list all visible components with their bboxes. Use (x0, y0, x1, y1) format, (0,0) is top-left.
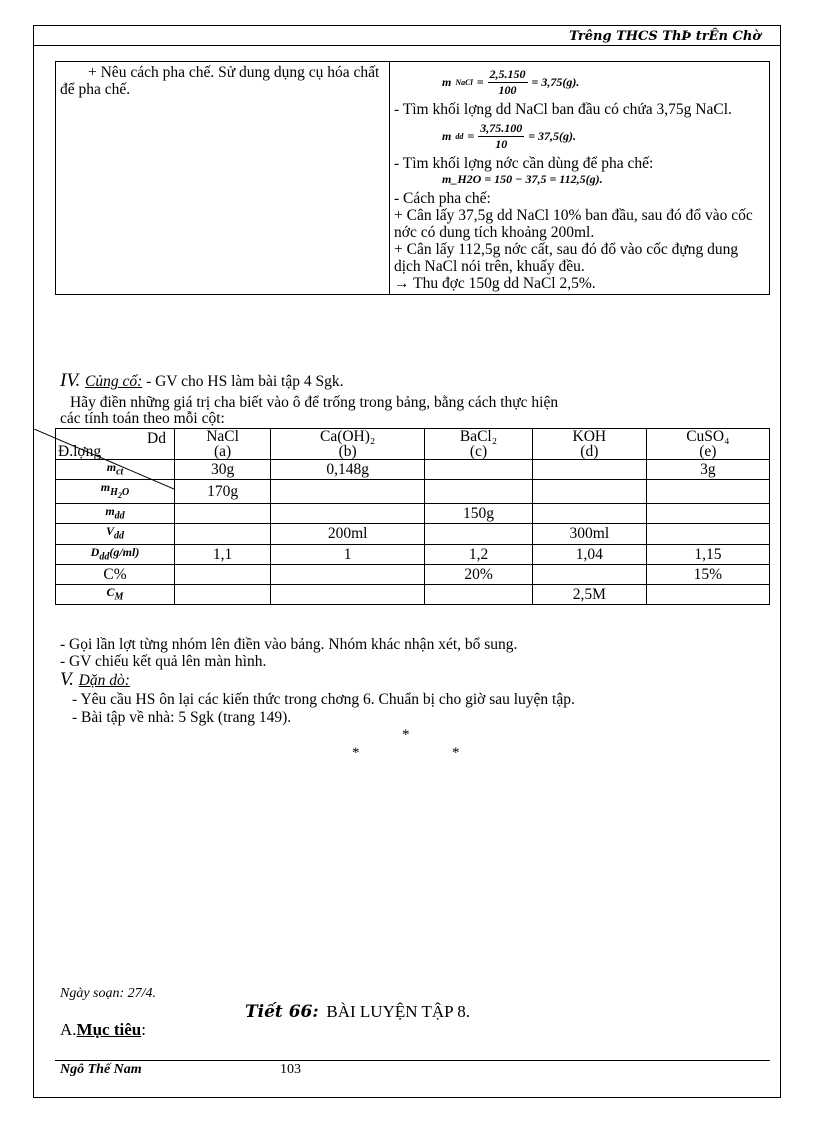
step-method-b: + Cân lấy 112,5g nớc cất, sau đó đổ vào cốc đựng dung dịch NaCl nói trên, khuấy đều. (394, 241, 739, 275)
homework-line-1: - Yêu cầu HS ôn lại các kiến thức trong chơng 6. Chuẩn bị cho giờ sau luyện tập. (72, 691, 575, 708)
section-a-heading: A.Mục tiêu: (60, 1020, 146, 1039)
solution-right-cell (390, 62, 770, 295)
table-row: $C_M$ 2,5M (56, 584, 770, 604)
col-header-b: Ca(OH)₂ (b) (271, 429, 425, 460)
after-table-line-2: - GV chiếu kết quả lên màn hình. (60, 653, 267, 670)
row-label-mh2o: $m_{H_2O}$ (56, 480, 175, 503)
step-method-c: → Thu đợc 150g dd NaCl 2,5%. (394, 275, 596, 292)
col-header-c: BaCl₂ (c) (425, 429, 533, 460)
row-label-vdd: $V_{dd}$ (56, 524, 175, 544)
footer-rule (55, 1060, 770, 1061)
step-method-a: + Cân lấy 37,5g dd NaCl 10% ban đầu, sau đó đổ vào cốc nớc có dung tích khoảng 200ml. (394, 207, 753, 241)
author-name: Ngô Thế Nam (60, 1062, 142, 1077)
instruction-line-2: các tính toán theo mỗi cột: (60, 410, 225, 427)
after-table-line-1: - Gọi lần lợt từng nhóm lên điền vào bảng. Nhóm khác nhận xét, bổ sung. (60, 636, 518, 653)
row-label-mct: $m_{ct}$ (56, 460, 175, 480)
row-label-cm: $C_M$ (56, 584, 175, 604)
instruction-line-1: Hãy điền những giá trị cha biết vào ô để trống trong bảng, bằng cách thực hiện (70, 394, 559, 411)
table-row: $m_{H_2O}$ 170g (56, 480, 770, 503)
header-rule (33, 45, 781, 46)
page-number: 103 (280, 1062, 301, 1077)
separator-star: * (402, 727, 410, 743)
table-row: C% 20% 15% (56, 564, 770, 584)
formula-water: m_H2O = 150 − 37,5 = 112,5(g). (442, 172, 603, 186)
corner-cell: Dd Đ.lợng (56, 429, 175, 460)
step-method-title: - Cách pha chế: (394, 190, 491, 207)
step-find-water: - Tìm khối lợng nớc cần dùng để pha chế: (394, 155, 654, 172)
section-5-heading: V. Dặn dò: (60, 669, 130, 690)
formula-mnacl: m NaCl = $\frac{2,5.150}{100}$ = 3,75(g). (442, 67, 580, 97)
col-header-d: KOH (d) (532, 429, 646, 460)
table-row: $V_{dd}$ 200ml 300ml (56, 524, 770, 544)
table-row: $m_{ct}$ 30g 0,148g 3g (56, 460, 770, 480)
left-instruction: + Nêu cách pha chế. Sử dung dụng cụ hóa chất để pha chế. (60, 64, 380, 98)
solution-left-cell (56, 62, 390, 295)
exercise-table (55, 428, 770, 605)
lesson-title: Tiết 66: BÀI LUYỆN TẬP 8. (245, 1002, 470, 1022)
col-header-e: CuSO₄ (e) (646, 429, 769, 460)
table-row: $D_{dd}(g/ml)$ 1,1 1 1,2 1,04 1,15 (56, 544, 770, 564)
section-4-heading: IV. Củng cố: - GV cho HS làm bài tập 4 Sgk. (60, 370, 344, 391)
school-name: Trêng THCS ThÞ trÊn Chờ (569, 29, 761, 44)
formula-mdd: m dd = $\frac{3,75.100}{10}$ = 37,5(g). (442, 121, 577, 151)
row-label-ddd: $D_{dd}(g/ml)$ (56, 544, 175, 564)
step-find-dd-mass: - Tìm khối lợng dd NaCl ban đầu có chứa 3,75g NaCl. (394, 101, 732, 118)
separator-star: * (452, 745, 460, 761)
col-header-a: NaCl (a) (175, 429, 271, 460)
row-label-mdd: $m_{dd}$ (56, 503, 175, 523)
row-label-cpercent: C% (56, 564, 175, 584)
separator-star: * (352, 745, 360, 761)
solution-table (55, 61, 770, 295)
homework-line-2: - Bài tập về nhà: 5 Sgk (trang 149). (72, 709, 292, 726)
date-prepared: Ngày soạn: 27/4. (60, 986, 157, 1001)
table-row: $m_{dd}$ 150g (56, 503, 770, 523)
